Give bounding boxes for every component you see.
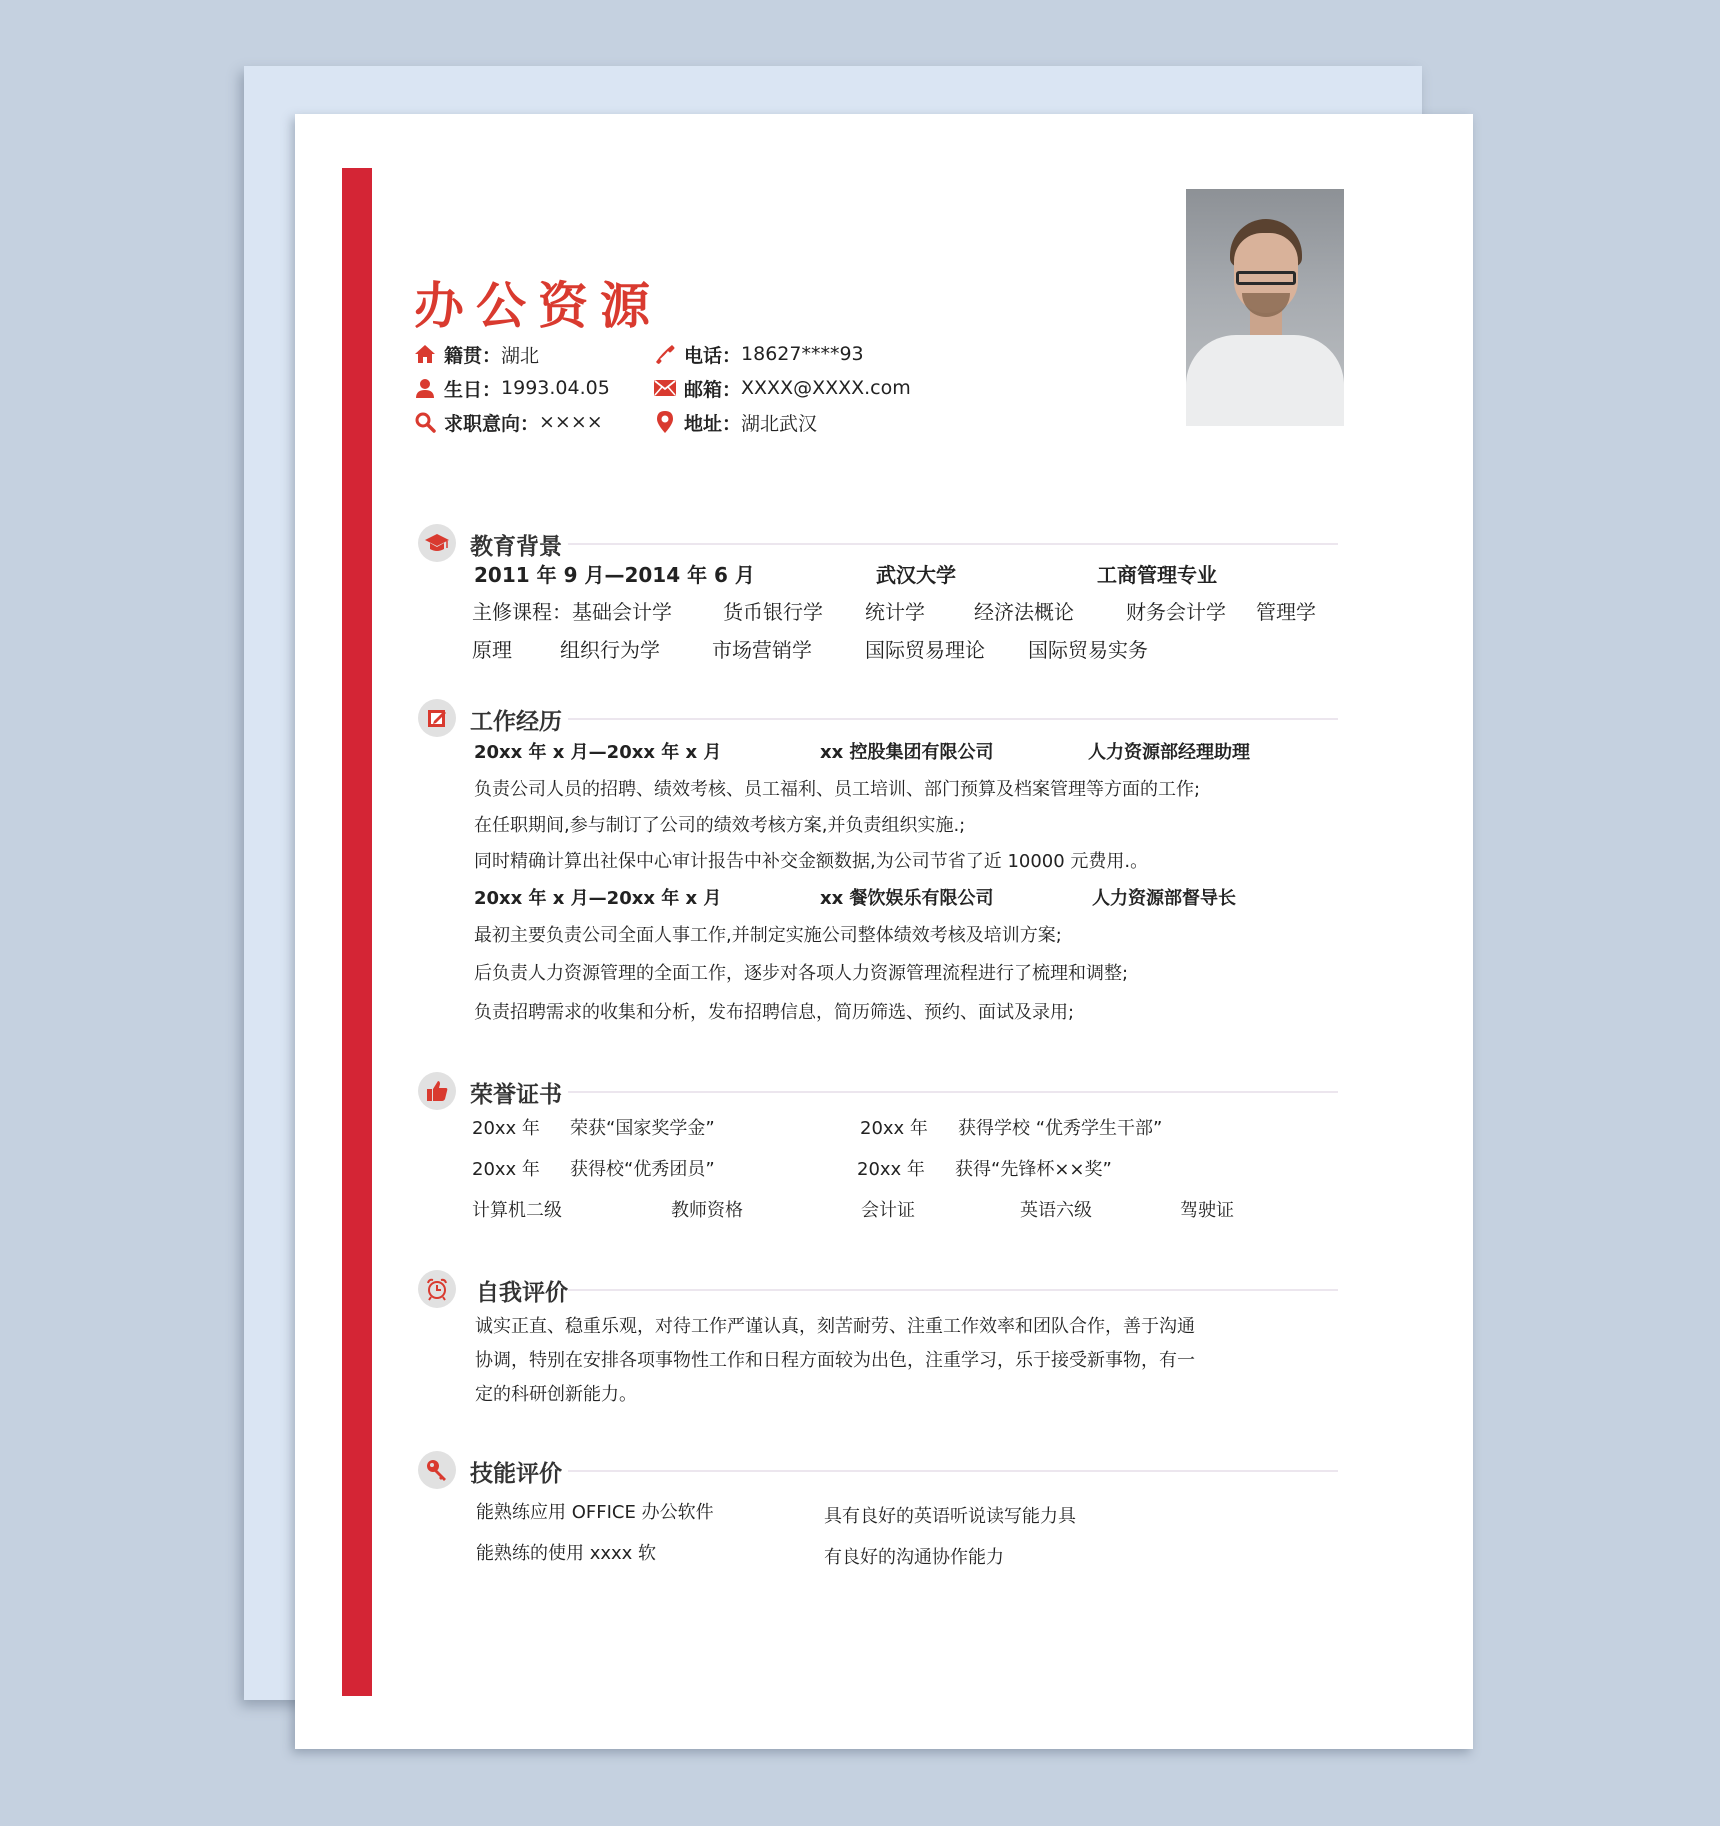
education-major: 工商管理专业 [1097,563,1217,587]
self-eval-line: 诚实正直、稳重乐观，对待工作严谨认真，刻苦耐劳、注重工作效率和团队合作，善于沟通 [475,1316,1195,1337]
job-duty: 最初主要负责公司全面人事工作,并制定实施公司整体绩效考核及培训方案; [474,925,1062,946]
certificate-item: 教师资格 [671,1200,743,1221]
award-year: 20xx 年 [857,1159,925,1180]
certificate-item: 英语六级 [1020,1200,1092,1221]
section-divider [568,718,1338,720]
job-company: xx 餐饮娱乐有限公司 [820,888,994,909]
section-divider [568,1091,1338,1093]
course-item: 货币银行学 [723,600,823,624]
info-birthday [414,374,610,402]
section-title: 工作经历 [470,709,562,735]
candidate-name: 办公资源 [414,277,662,335]
certificate-item: 会计证 [861,1200,915,1221]
key-icon [418,1451,456,1489]
job-position: 人力资源部督导长 [1092,888,1236,909]
award-text: 荣获“国家奖学金” [570,1118,715,1139]
award-text: 获得校“优秀团员” [570,1159,715,1180]
section-education-header [418,522,1338,562]
course-item: 国际贸易实务 [1028,638,1148,662]
phone-icon [654,343,676,365]
location-pin-icon [654,411,676,433]
award-text: 获得“先锋杯××奖” [955,1159,1112,1180]
course-item: 组织行为学 [560,638,660,662]
job-duty: 负责公司人员的招聘、绩效考核、员工福利、员工培训、部门预算及档案管理等方面的工作; [474,779,1201,800]
section-divider [568,1470,1338,1472]
info-value: 18627****93 [741,343,864,365]
alarm-clock-icon [418,1270,456,1308]
self-eval-line: 定的科研创新能力。 [475,1384,637,1405]
info-label: 地址： [684,412,742,435]
job-duty: 后负责人力资源管理的全面工作，逐步对各项人力资源管理流程进行了梳理和调整; [474,963,1129,984]
section-work-header [418,697,1338,737]
job-company: xx 控股集团有限公司 [820,742,994,763]
skill-item: 具有良好的英语听说读写能力具 [824,1506,1076,1527]
info-value: 湖北武汉 [741,412,818,435]
accent-bar [342,168,372,1696]
home-icon [414,343,436,365]
job-period: 20xx 年 x 月—20xx 年 x 月 [474,742,722,763]
info-label: 邮箱： [684,378,742,401]
section-divider [568,1289,1338,1291]
info-label: 生日： [444,378,502,401]
education-school: 武汉大学 [876,563,956,587]
self-eval-line: 协调，特别在安排各项事物性工作和日程方面较为出色，注重学习，乐于接受新事物，有一 [475,1350,1195,1371]
user-icon [414,377,436,399]
certificate-item: 驾驶证 [1180,1200,1234,1221]
info-hometown [414,340,539,368]
info-phone [654,340,864,368]
profile-photo [1186,189,1344,426]
course-item: 财务会计学 [1126,600,1226,624]
skill-item: 有良好的沟通协作能力 [824,1547,1004,1568]
info-value: 1993.04.05 [501,377,610,399]
education-period: 2011 年 9 月—2014 年 6 月 [474,563,755,587]
course-item: 统计学 [865,600,925,624]
course-item: 原理 [472,638,512,662]
course-item: 市场营销学 [712,638,812,662]
info-label: 求职意向： [444,412,540,435]
job-period: 20xx 年 x 月—20xx 年 x 月 [474,888,722,909]
job-position: 人力资源部经理助理 [1088,742,1250,763]
award-year: 20xx 年 [860,1118,928,1139]
info-address [654,408,817,436]
info-objective [414,408,603,436]
search-icon [414,411,436,433]
info-value: 湖北 [501,344,540,367]
job-duty: 同时精确计算出社保中心审计报告中补交金额数据,为公司节省了近 10000 元费用.。 [474,851,1149,872]
skill-item: 能熟练应用 OFFICE 办公软件 [476,1502,714,1523]
info-label: 电话： [684,344,742,367]
award-year: 20xx 年 [472,1159,540,1180]
info-value: XXXX@XXXX.com [741,377,911,399]
award-year: 20xx 年 [472,1118,540,1139]
info-label: 籍贯： [444,344,502,367]
course-item: 主修课程：基础会计学 [472,600,672,624]
section-title: 荣誉证书 [470,1082,562,1108]
section-honors-header [418,1070,1338,1110]
mail-icon [654,377,676,399]
course-item: 经济法概论 [974,600,1074,624]
award-text: 获得学校 “优秀学生干部” [958,1118,1163,1139]
graduation-cap-icon [418,524,456,562]
info-value: ×××× [539,411,603,433]
section-divider [568,543,1338,545]
skill-item: 能熟练的使用 xxxx 软 [476,1543,657,1564]
course-item: 管理学 [1256,600,1316,624]
thumbs-up-icon [418,1072,456,1110]
section-self-eval-header [418,1268,1338,1308]
section-title: 教育背景 [470,534,562,560]
section-title: 自我评价 [476,1280,568,1306]
edit-icon [418,699,456,737]
course-item: 国际贸易理论 [865,638,985,662]
job-duty: 负责招聘需求的收集和分析，发布招聘信息，简历筛选、预约、面试及录用; [474,1002,1075,1023]
section-skills-header [418,1449,1338,1489]
section-title: 技能评价 [470,1461,562,1487]
certificate-item: 计算机二级 [472,1200,562,1221]
job-duty: 在任职期间,参与制订了公司的绩效考核方案,并负责组织实施.; [474,815,966,836]
info-email [654,374,911,402]
